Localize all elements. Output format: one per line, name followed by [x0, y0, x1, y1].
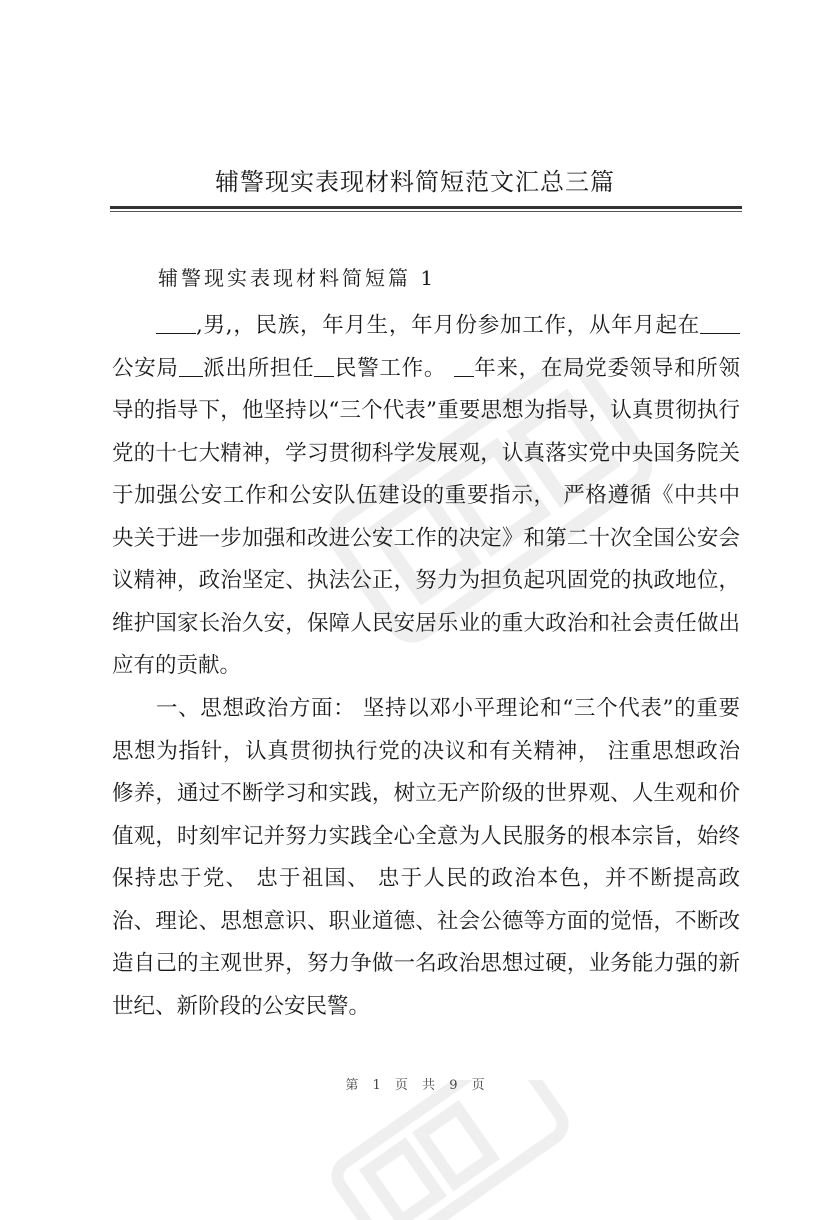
- watermark-stamp-bottom-icon: [320, 1080, 580, 1220]
- paragraph-1-text-b: 公安局: [112, 355, 179, 381]
- paragraph-1-text-e: 年来，在局党委领导和所领导的指导下，他坚持以“三个代表”重要思想为指导，认真贯彻执行党的十七大精神，学习贯彻科学发展观，认真落实党中央国务院关于加强公安工作和公安队伍建设的重要指示， 严格遵循《中共中央关于进一步加强和改进公安工作的决定》和第二十次全国公安会议精神，政治坚定、执法公正，努力为担负起巩固党的执政地位，维护国家长治久安，保障人民安居乐业的重大政治和社会责任做出应有的贡献。: [112, 355, 740, 678]
- title-rule-thick: [110, 206, 742, 209]
- title-rule-thin: [110, 211, 742, 212]
- paragraph-1-text-c: 派出所担任: [202, 355, 315, 381]
- section-heading: 辅警现实表现材料简短篇 1: [158, 266, 437, 290]
- blank-field: [454, 354, 474, 377]
- paragraph-1-text-d: 民警工作。: [334, 355, 454, 381]
- blank-field: [156, 311, 196, 334]
- paragraph-1-text-a: ,男,，民族，年月生，年月份参加工作，从年月起在: [196, 313, 700, 338]
- blank-field: [314, 354, 334, 377]
- paragraph-1: [112, 305, 740, 688]
- blank-field: [179, 354, 203, 377]
- blank-field: [700, 311, 740, 334]
- document-title: 辅警现实表现材料简短范文汇总三篇: [215, 168, 615, 196]
- page-footer: 第 1 页 共 9 页: [345, 1078, 485, 1093]
- paragraph-2: 一、思想政治方面： 坚持以邓小平理论和“三个代表”的重要思想为指针，认真贯彻执行党的决议和有关精神， 注重思想政治修养，通过不断学习和实践，树立无产阶级的世界观、人生观和价值观，时刻牢记并努力实践全心全意为人民服务的根本宗旨，始终保持忠于党、 忠于祖国、 忠于人民的政治本色，并不断提高政治、理论、思想意识、职业道德、社会公德等方面的觉悟，不断改造自己的主观世界，努力争做一名政治思想过硬，业务能力强的新世纪、新阶段的公安民警。: [112, 696, 740, 1019]
